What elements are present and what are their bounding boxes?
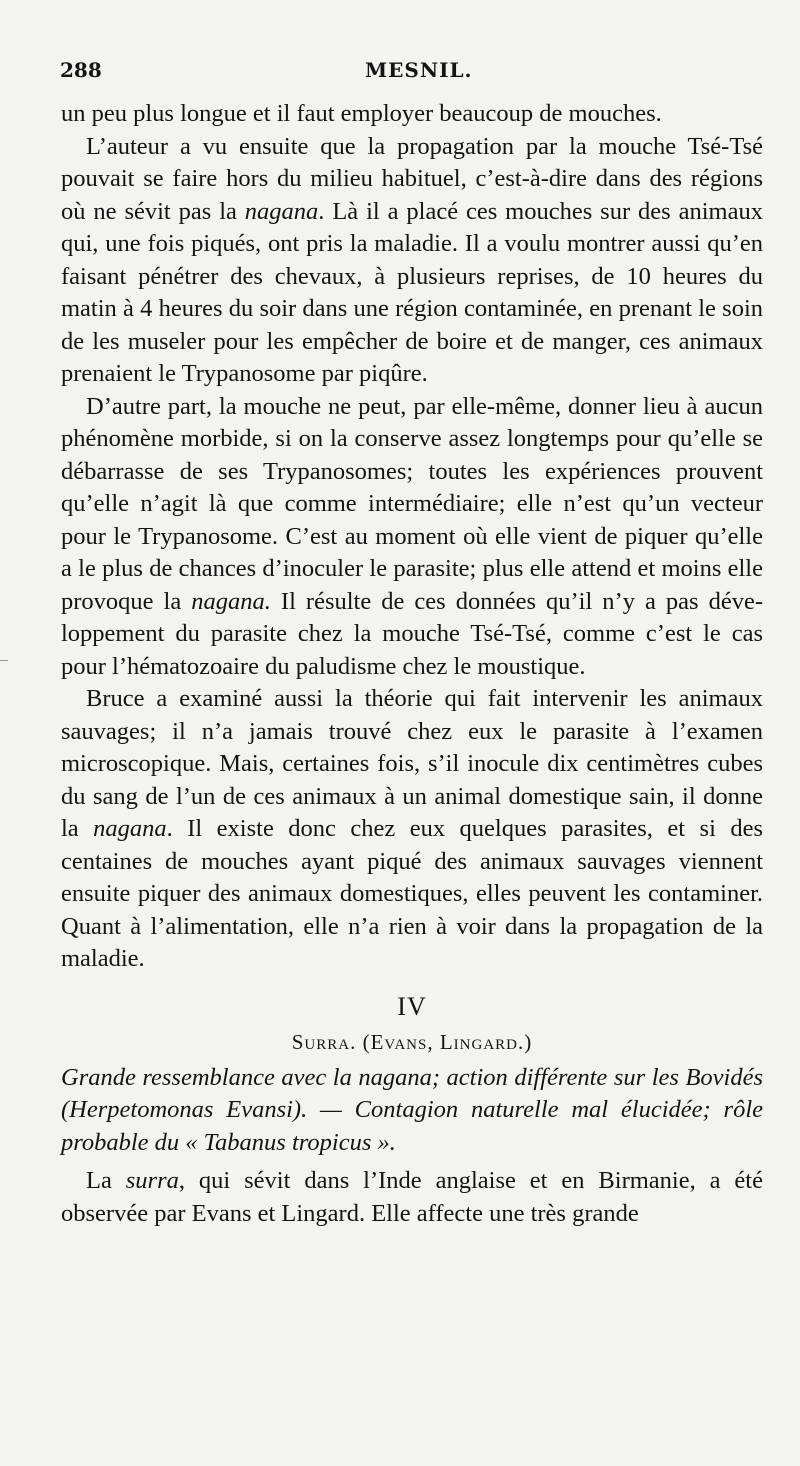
page-header <box>60 58 760 86</box>
paragraph-text: . Là il a placé ces mouches sur des animaux qui, une fois piqués, ont pris la maladie. Il a voulu montrer aussi qu’en faisant pénétrer des chevaux, à plusieurs reprises, de 10 heures du matin à 4 heures du soir dans une région contaminée, en prenant le soin de les museler pour les empêcher de boire et de manger, ces animaux prenaient le Trypanosome par piqûre. <box>61 197 763 387</box>
paragraph-text: L’auteur a vu ensuite que la propagation par la mouche Tsé-Tsé pouvait se faire hors du milieu habituel, c’est-à-dire dans des régions où ne sévit pas la <box>61 132 763 225</box>
paragraph-text: Bruce a examiné aussi la théorie qui fait intervenir les animaux sauvages; il n’a jamais trouvé chez eux le parasite à l’examen microscopique. Mais, certaines fois, s’il inocule dix centimètres cubes du sang de l’un de ces animaux à un animal domestique sain, il donne la <box>61 685 763 842</box>
italic-term: nagana. <box>191 587 271 615</box>
section-number: IV <box>397 991 427 1021</box>
paragraph-continuation: un peu plus longue et il faut employer beaucoup de mouches. <box>61 100 662 127</box>
paragraph-text: D’autre part, la mouche ne peut, par elle-même, donner lieu à aucun phénomène morbide, si on la conserve assez longtemps pour qu’elle se débarrasse de ses Trypanosomes; toutes les expériences prouvent qu’elle n’agit là que comme intermédiaire; elle n’est qu’un vecteur pour le Trypanosome. C’est au moment où elle vient de piquer qu’elle a le plus de chances d’inoculer le parasite; plus elle attend et moins elle provoque la <box>61 392 763 615</box>
paragraph-text: . Il existe donc chez eux quelques parasites, et si des centaines de mouches ayant piqué des animaux sauvages viennent ensuite piquer des animaux domestiques, elles peuvent les contaminer. Quant à l’alimentation, elle n’a rien à voir dans la propagation de la maladie. <box>61 815 764 972</box>
paragraph-propagation <box>61 131 763 391</box>
paragraph-vector <box>61 391 763 684</box>
margin-mark <box>0 660 8 661</box>
paragraph-text: , qui sévit dans l’Inde anglaise et en Birmanie, a été observée par Evans et Lingard. Elle affecte une très grande <box>61 1167 763 1227</box>
page-number: 288 <box>60 58 102 82</box>
paragraph-text: La <box>86 1167 126 1194</box>
paragraph-text: Il résulte de ces données qu’il n’y a pas développement du parasite chez la mouche Tsé-Tsé, comme c’est le cas pour l’hématozoaire du paludisme chez le moustique. <box>61 587 763 680</box>
section-abstract: Grande ressemblance avec la nagana; action différente sur les Bovidés (Herpetomonas Evansi). — Contagion naturelle mal élucidée; rôle probable du « Tabanus tropicus ». <box>61 1063 763 1156</box>
italic-term: nagana <box>244 197 319 225</box>
running-head: MESNIL. <box>365 58 473 82</box>
body-text <box>61 98 763 1230</box>
section-title: Surra. (Evans, Lingard.) <box>291 1029 533 1054</box>
paragraph-surra <box>61 1165 763 1230</box>
paragraph-wild-animals <box>61 683 763 976</box>
italic-term: surra <box>125 1167 179 1194</box>
italic-term: nagana <box>93 815 167 842</box>
